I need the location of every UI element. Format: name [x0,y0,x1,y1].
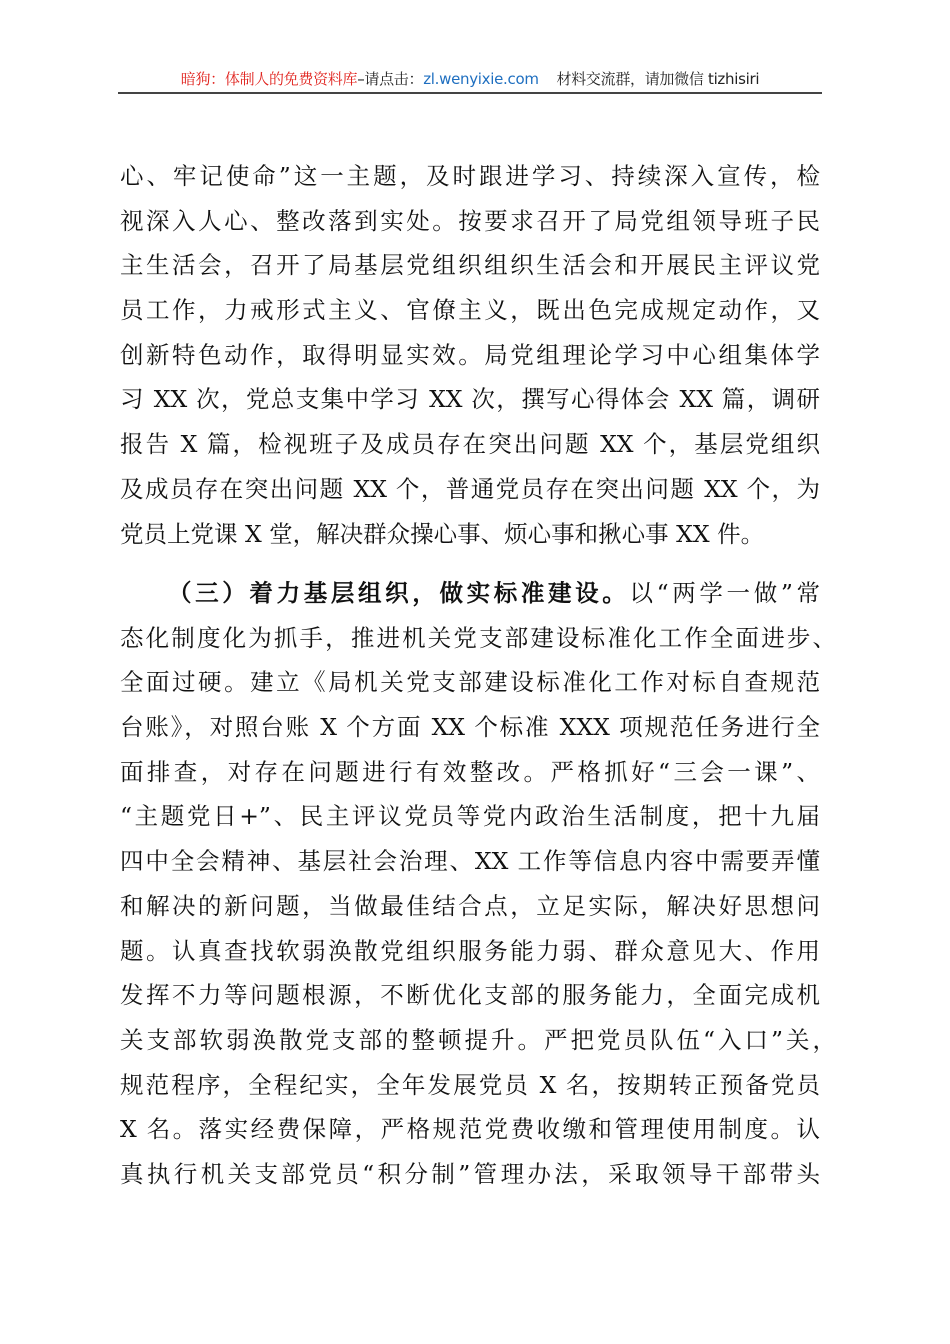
section-heading: （三）着力基层组织，做实标准建设。 [168,579,630,607]
text-line: 四中全会精神、基层社会治理、XX 工作等信息内容中需要弄懂 [120,847,820,876]
text-line: “主题党日+”、民主评议党员等党内政治生活制度，把十九届 [120,802,820,831]
text-line: 关支部软弱涣散党支部的整顿提升。严把党员队伍“入口”关， [120,1025,836,1054]
text-line: 真执行机关支部党员“积分制”管理办法，采取领导干部带头 [120,1159,820,1188]
text-line: 面排查，对存在问题进行有效整改。严格抓好“三会一课”、 [120,757,820,786]
text-line: 和解决的新问题，当做最佳结合点，立足实际，解决好思想问 [120,891,820,920]
text-line: 规范程序，全程纪实，全年发展党员 X 名，按期转正预备党员 [120,1070,820,1099]
paragraph-1 [120,154,820,556]
header-click-prompt: –请点击： [357,70,424,88]
header-contact: 材料交流群，请加微信 tizhisiri [556,70,760,88]
text-line: 全面过硬。建立《局机关党支部建设标准化工作对标自查规范 [120,668,820,697]
page-header [118,68,822,89]
text-line: 报告 X 篇，检视班子及成员存在突出问题 XX 个，基层党组织 [120,430,820,459]
header-site-name: 暗狗：体制人的免费资料库 [180,70,358,88]
text-line: 题。认真查找软弱涣散党组织服务能力弱、群众意见大、作用 [120,936,820,965]
text-line: 员工作，力戒形式主义、官僚主义，既出色完成规定动作，又 [120,296,820,325]
text-line: X 名。落实经费保障，严格规范党费收缴和管理使用制度。认 [120,1115,820,1144]
text-line: 创新特色动作，取得明显实效。局党组理论学习中心组集体学 [120,340,820,369]
text-line: 视深入人心、整改落到实处。按要求召开了局党组领导班子民 [120,206,820,235]
header-divider [118,92,822,94]
text-line: 发挥不力等问题根源，不断优化支部的服务能力，全面完成机 [120,981,820,1010]
text-line [120,571,820,616]
text-line: 党员上党课 X 堂，解决群众操心事、烦心事和揪心事 XX 件。 [120,519,765,548]
text-line: 台账》，对照台账 X 个方面 XX 个标准 XXX 项规范任务进行全 [120,713,820,742]
text-line: 心、牢记使命”这一主题，及时跟进学习、持续深入宣传，检 [120,162,820,190]
text-span: 以“两学一做”常 [629,579,821,607]
text-line: 及成员存在突出问题 XX 个，普通党员存在突出问题 XX 个，为 [120,474,820,503]
text-line: 习 XX 次，党总支集中学习 XX 次，撰写心得体会 XX 篇，调研 [120,385,820,414]
text-line: 主生活会，召开了局基层党组织组织生活会和开展民主评议党 [120,251,820,280]
text-line: 态化制度化为抓手，推进机关党支部建设标准化工作全面进步、 [120,623,836,652]
paragraph-2 [120,571,836,1197]
header-url-link[interactable]: zl.wenyixie.com [423,70,539,88]
